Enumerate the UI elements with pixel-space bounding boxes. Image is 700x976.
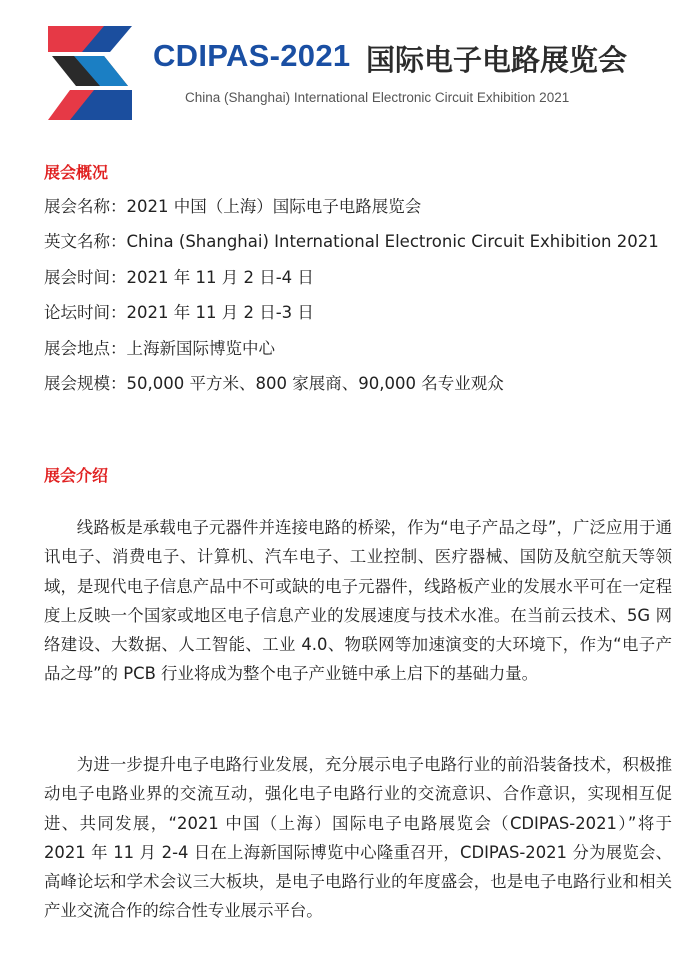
item-separator: ：	[110, 338, 127, 358]
item-value: 2021 年 11 月 2 日-3 日	[126, 303, 314, 323]
item-label: 展会规模	[44, 373, 110, 393]
item-label: 展会地点	[44, 338, 110, 358]
overview-item-venue	[44, 336, 659, 371]
item-value: 2021 中国（上海）国际电子电路展览会	[126, 197, 422, 216]
overview-heading: 展会概况	[44, 163, 109, 182]
item-value: 2021 年 11 月 2 日-4 日	[126, 267, 314, 287]
logo-title-en: CDIPAS-2021	[153, 38, 351, 73]
item-label: 论坛时间	[44, 303, 110, 323]
item-separator: ：	[110, 373, 127, 393]
overview-item-scale	[44, 371, 659, 406]
overview-item-name	[44, 194, 659, 229]
item-label: 展会时间	[44, 267, 110, 287]
item-separator: ：	[110, 232, 127, 252]
overview-item-english-name	[44, 229, 659, 264]
intro-paragraph-2: 为进一步提升电子电路行业发展，充分展示电子电路行业的前沿装备技术，积极推动电子电路业界的交流互动，强化电子电路行业的交流意识、合作意识，实现相互促进、共同发展，“2021 中国（上海）国际电子电路展览会（CDIPAS-2021）”将于 2021 年 11 月 2-4 日在上海新国际博览中心隆重召开，CDIPAS-2021 分为展览会、高峰论坛和学术会议三大板块，是电子电路行业的年度盛会，也是电子电路行业和相关产业交流合作的综合性专业展示平台。	[44, 755, 672, 921]
overview-item-exhibition-time	[44, 265, 659, 300]
item-value: 上海新国际博览中心	[126, 338, 275, 358]
overview-list	[44, 194, 659, 406]
item-value: 50,000 平方米、800 家展商、90,000 名专业观众	[126, 373, 504, 393]
cdipas-logo-icon	[44, 22, 136, 124]
logo-title-cn: 国际电子电路展览会	[366, 43, 628, 77]
item-label: 展会名称	[44, 197, 110, 216]
item-value: China (Shanghai) International Electronic Circuit Exhibition 2021	[126, 232, 659, 252]
intro-paragraph-1: 线路板是承载电子元器件并连接电路的桥梁，作为“电子产品之母”，广泛应用于通讯电子、消费电子、计算机、汽车电子、工业控制、医疗器械、国防及航空航天等领域，是现代电子信息产品中不可或缺的电子元器件，线路板产业的发展水平可在一定程度上反映一个国家或地区电子信息产业的发展速度与技术水准。在当前云技术、5G 网络建设、大数据、人工智能、工业 4.0、物联网等加速演变的大环境下，作为“电子产品之母”的 PCB 行业将成为整个电子产业链中承上启下的基础力量。	[44, 518, 672, 684]
item-separator: ：	[110, 267, 127, 287]
logo-subtitle: China (Shanghai) International Electronic Circuit Exhibition 2021	[185, 90, 570, 105]
item-separator: ：	[110, 303, 127, 323]
item-separator: ：	[110, 197, 127, 216]
overview-item-forum-time	[44, 300, 659, 335]
intro-heading: 展会介绍	[44, 466, 109, 485]
item-label: 英文名称	[44, 232, 110, 252]
exhibition-header	[0, 0, 700, 130]
